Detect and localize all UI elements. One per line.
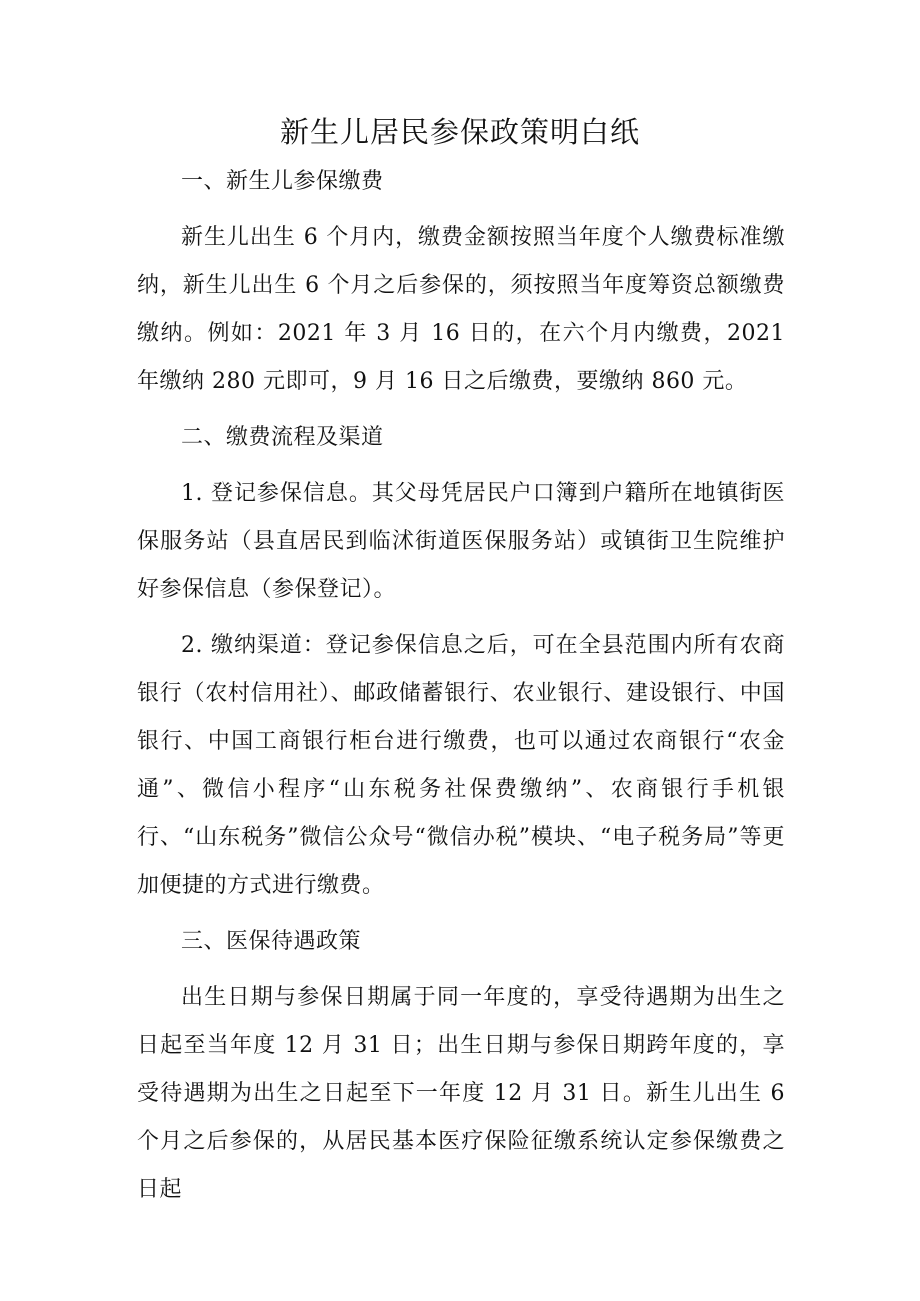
document-body — [137, 158, 785, 1218]
section3-heading: 三、医保待遇政策 — [181, 929, 362, 954]
section1-heading: 一、新生儿参保缴费 — [181, 169, 384, 194]
section2-item2: 2. 缴纳渠道：登记参保信息之后，可在全县范围内所有农商银行（农村信用社）、邮政储蓄银行、农业银行、建设银行、中国银行、中国工商银行柜台进行缴费，也可以通过农商银行“农金通”、微信小程序“山东税务社保费缴纳”、农商银行手机银行、“山东税务”微信公众号“微信办税”模块、“电子税务局”等更加便捷的方式进行缴费。 — [137, 633, 785, 898]
section1-paragraph: 新生儿出生 6 个月内，缴费金额按照当年度个人缴费标准缴纳，新生儿出生 6 个月之后参保的，须按照当年度筹资总额缴费缴纳。例如：2021 年 3 月 16 日的，在六个月内缴费，2021 年缴纳 280 元即可，9 月 16 日之后缴费，要缴纳 860 元。 — [137, 225, 785, 394]
section2-item1: 1. 登记参保信息。其父母凭居民户口簿到户籍所在地镇街医保服务站（县直居民到临沭街道医保服务站）或镇街卫生院维护好参保信息（参保登记）。 — [137, 481, 785, 602]
section3-paragraph: 出生日期与参保日期属于同一年度的，享受待遇期为出生之日起至当年度 12 月 31 日；出生日期与参保日期跨年度的，享受待遇期为出生之日起至下一年度 12 月 31 日。新生儿出生 6 个月之后参保的，从居民基本医疗保险征缴系统认定参保缴费之日起 — [137, 985, 785, 1202]
section2-heading: 二、缴费流程及渠道 — [181, 425, 384, 450]
page-title: 新生儿居民参保政策明白纸 — [279, 115, 640, 149]
